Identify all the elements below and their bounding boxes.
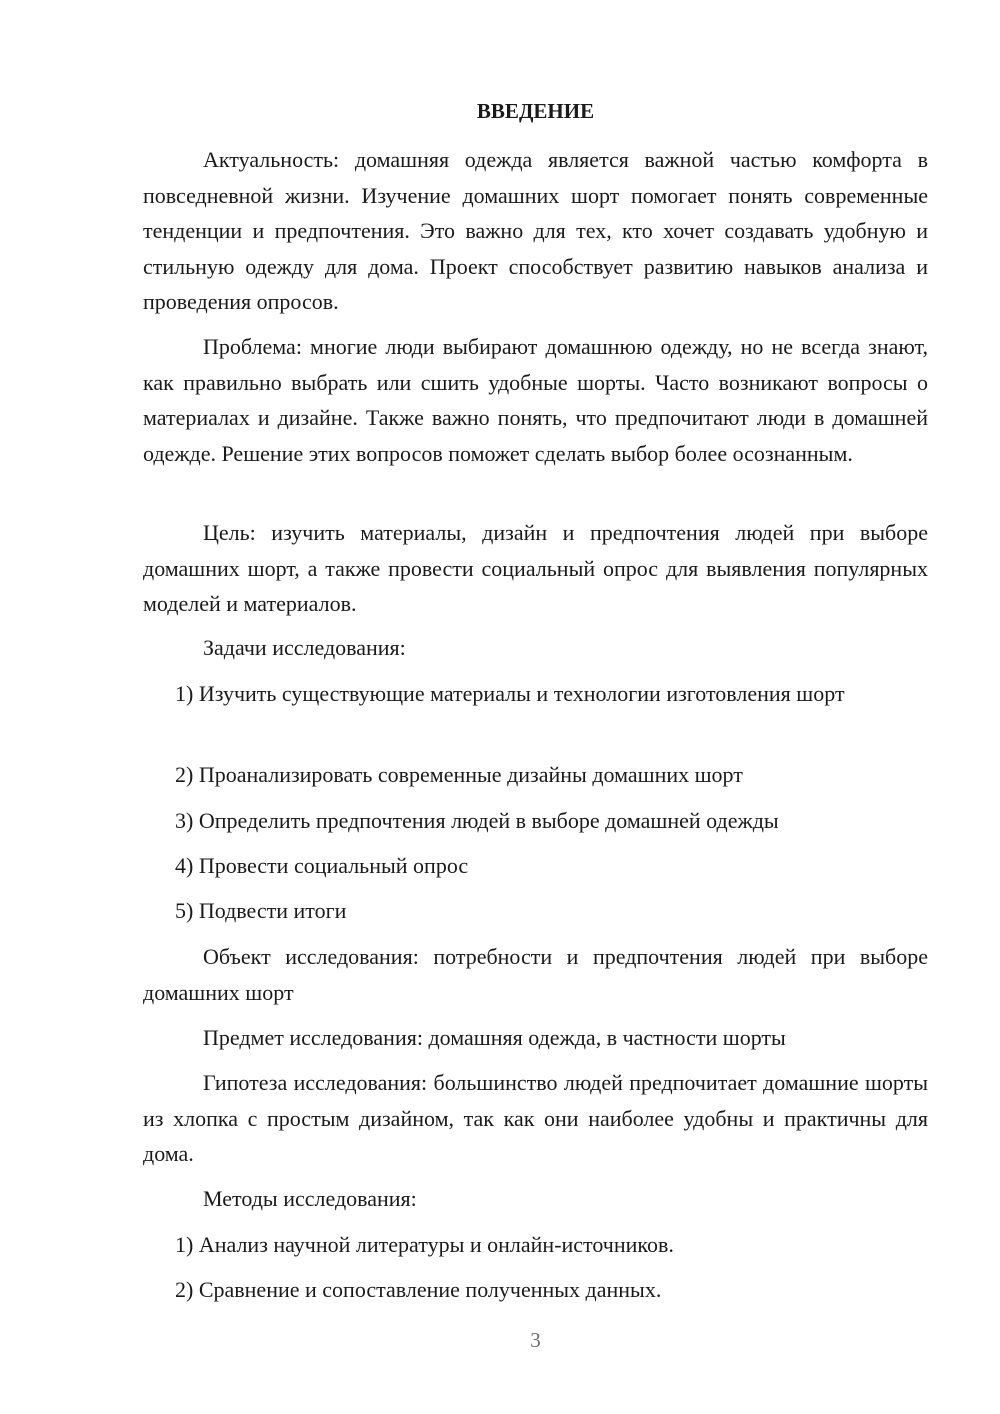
goal-paragraph: Цель: изучить материалы, дизайн и предпочтения людей при выборе домашних шорт, а также провести социальный опрос для выявления популярных моделей и материалов. bbox=[143, 520, 928, 616]
tasks-heading: Задачи исследования: bbox=[203, 635, 406, 660]
page-number: 3 bbox=[530, 1328, 541, 1352]
task-item: 4) Провести социальный опрос bbox=[175, 853, 469, 878]
method-item: 1) Анализ научной литературы и онлайн-источников. bbox=[175, 1232, 674, 1257]
method-item: 2) Сравнение и сопоставление полученных данных. bbox=[175, 1277, 662, 1302]
object-paragraph: Объект исследования: потребности и предпочтения людей при выборе домашних шорт bbox=[143, 944, 928, 1005]
methods-heading: Методы исследования: bbox=[203, 1186, 417, 1211]
task-item: 1) Изучить существующие материалы и технологии изготовления шорт bbox=[175, 681, 845, 706]
task-item: 5) Подвести итоги bbox=[175, 898, 347, 923]
hypothesis-paragraph: Гипотеза исследования: большинство людей предпочитает домашние шорты из хлопка с простым дизайном, так как они наиболее удобны и практичны для дома. bbox=[143, 1070, 928, 1166]
problem-paragraph: Проблема: многие люди выбирают домашнюю одежду, но не всегда знают, как правильно выбрать или сшить удобные шорты. Часто возникают вопросы о материалах и дизайне. Также важно понять, что предпочитают люди в домашней одежде. Решение этих вопросов поможет сделать выбор более осознанным. bbox=[143, 334, 928, 466]
subject-paragraph: Предмет исследования: домашняя одежда, в частности шорты bbox=[203, 1025, 786, 1050]
section-title: ВВЕДЕНИЕ bbox=[476, 99, 595, 123]
task-item: 2) Проанализировать современные дизайны домашних шорт bbox=[175, 762, 743, 787]
task-item: 3) Определить предпочтения людей в выборе домашней одежды bbox=[175, 808, 779, 833]
relevance-paragraph: Актуальность: домашняя одежда является важной частью комфорта в повседневной жизни. Изучение домашних шорт помогает понять современные тенденции и предпочтения. Это важно для тех, кто хочет создавать удобную и стильную одежду для дома. Проект способствует развитию навыков анализа и проведения опросов. bbox=[143, 147, 928, 314]
